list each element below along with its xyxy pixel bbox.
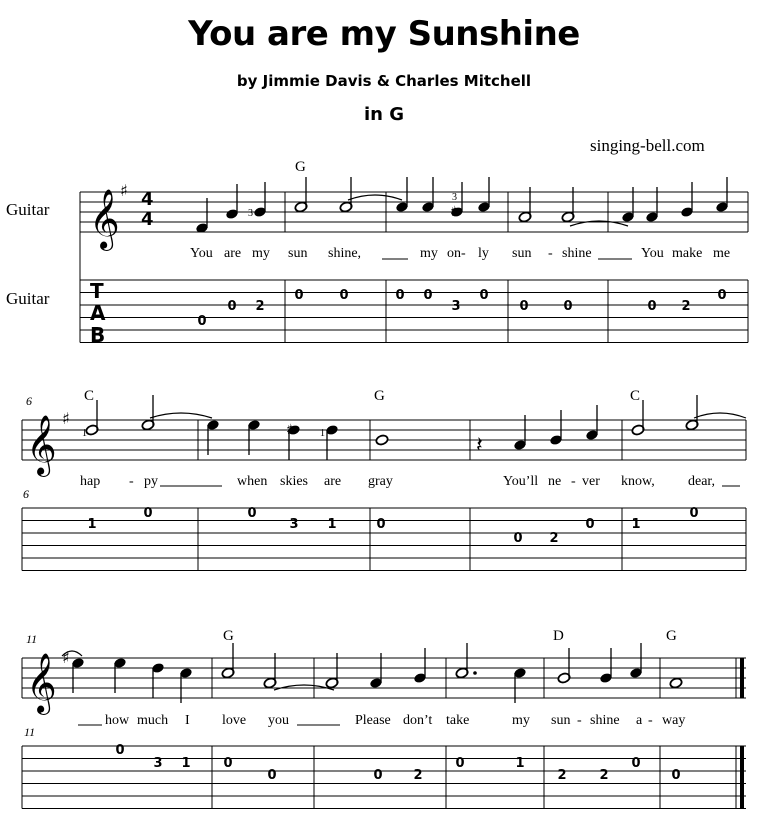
chord-symbol: G: [223, 628, 234, 644]
lyric-syllable: dear,: [688, 474, 716, 489]
tab-number: 1: [515, 756, 525, 771]
tab-number: 0: [339, 288, 349, 303]
lyric-syllable: much: [137, 713, 169, 728]
lyric-syllable: sun: [512, 246, 532, 261]
lyric-syllable: You: [641, 246, 664, 261]
lyric-syllable: -: [571, 474, 576, 489]
tab-number: 0: [647, 299, 657, 314]
tab-number: 0: [267, 768, 277, 783]
tie-slur: [694, 413, 746, 418]
lyric-syllable: me: [713, 246, 731, 261]
treble-clef-icon: 𝄞: [26, 653, 57, 713]
lyric-syllable: -: [548, 246, 553, 261]
tab-number: 1: [631, 517, 641, 532]
lyric-syllable: skies: [280, 474, 308, 489]
composer-byline: by Jimmie Davis & Charles Mitchell: [236, 72, 532, 90]
lyric-syllable: way: [662, 713, 686, 728]
tab-number: 0: [689, 506, 699, 521]
chord-symbol: C: [84, 388, 95, 404]
lyric-syllable: on-: [447, 246, 466, 261]
lyric-syllable: You’ll: [503, 474, 539, 489]
treble-clef-icon: 𝄞: [26, 415, 57, 475]
note-head: [669, 677, 683, 689]
sharp-icon: ♯: [120, 181, 128, 200]
chord-symbol: G: [374, 388, 385, 404]
tie-slur: [150, 413, 212, 418]
tab-number: 0: [227, 299, 237, 314]
tab-number: 0: [513, 531, 523, 546]
lyric-syllable: shine: [562, 246, 592, 261]
tab-number: 0: [455, 756, 465, 771]
measure-number: 6: [23, 487, 29, 501]
tab-number: 0: [197, 314, 207, 329]
tab-number: 0: [631, 756, 641, 771]
lyric-syllable: ver: [582, 474, 600, 489]
staff-lines: [22, 192, 748, 809]
sharp-icon: ♯: [62, 648, 70, 667]
tab-number: 2: [549, 531, 559, 546]
lyric-syllable: shine,: [328, 246, 362, 261]
lyric-syllable: gray: [368, 474, 393, 489]
quarter-rest-icon: 𝄽: [476, 433, 483, 458]
tab-number: 2: [557, 768, 567, 783]
time-signature-bottom: 4: [141, 209, 154, 230]
lyric-syllable: ly: [478, 246, 489, 261]
triplet-mark: 3: [452, 192, 457, 203]
lyric-syllable: -: [129, 474, 134, 489]
tab-number: 1: [181, 756, 191, 771]
measure-number: 6: [26, 394, 32, 408]
tab-number: 2: [255, 299, 265, 314]
sharp-icon: ♯: [62, 409, 70, 428]
lyric-syllable: ne: [548, 474, 562, 489]
tab-number: 0: [143, 506, 153, 521]
tab-number: 3: [451, 299, 461, 314]
tab-number: 2: [599, 768, 609, 783]
tab-number: 0: [223, 756, 233, 771]
time-signature-top: 4: [141, 189, 154, 210]
lyric-syllable: -: [577, 713, 582, 728]
chord-symbol: G: [295, 159, 306, 175]
fingering-mark: 3: [248, 208, 253, 219]
lyric-syllable: are: [324, 474, 342, 489]
tab-clef-t: T: [90, 279, 104, 303]
tab-number: 0: [563, 299, 573, 314]
tab-number: 3: [289, 517, 299, 532]
tab-number: 0: [115, 743, 125, 758]
tab-number: 1: [87, 517, 97, 532]
accidental-sharp-icon: ♯: [286, 422, 293, 438]
tab-number: 0: [376, 517, 386, 532]
chord-symbol: G: [666, 628, 677, 644]
note-head: [375, 434, 389, 446]
lyric-syllable: my: [252, 246, 270, 261]
tab-number: 0: [479, 288, 489, 303]
augmentation-dot: [473, 671, 477, 675]
lyric-syllable: are: [224, 246, 242, 261]
tab-clef-b: B: [90, 323, 106, 347]
staff-instrument-label: Guitar: [6, 200, 50, 219]
lyric-syllable: Please: [355, 713, 391, 728]
lyric-syllable: sun: [288, 246, 308, 261]
tab-number: 0: [671, 768, 681, 783]
lyric-syllable: take: [446, 713, 470, 728]
lyric-syllable: You: [190, 246, 213, 261]
site-watermark: singing-bell.com: [590, 136, 705, 155]
tab-number: 0: [423, 288, 433, 303]
song-title: You are my Sunshine: [188, 14, 580, 54]
lyric-syllable: make: [672, 246, 703, 261]
tab-instrument-label: Guitar: [6, 289, 50, 308]
lyric-syllable: a: [636, 713, 643, 728]
tab-number: 0: [247, 506, 257, 521]
lyric-syllable: when: [237, 474, 268, 489]
tab-number: 0: [373, 768, 383, 783]
chord-symbol: C: [630, 388, 641, 404]
measure-number: 11: [24, 725, 36, 739]
lyric-syllable: sun: [551, 713, 571, 728]
lyric-syllable: how: [105, 713, 130, 728]
key-signature-text: in G: [363, 104, 405, 125]
tab-number: 0: [717, 288, 727, 303]
treble-clef-icon: 𝄞: [89, 189, 120, 249]
lyric-syllable: -: [648, 713, 653, 728]
tab-clef-a: A: [90, 301, 106, 325]
tab-number: 0: [395, 288, 405, 303]
tab-number: 0: [294, 288, 304, 303]
lyric-syllable: my: [512, 713, 530, 728]
fingering-mark: 1: [320, 428, 325, 439]
measure-number: 11: [26, 632, 38, 646]
lyric-syllable: py: [144, 474, 158, 489]
lyric-syllable: I: [185, 713, 190, 728]
tie-slur: [348, 195, 402, 200]
lyric-syllable: know,: [621, 474, 655, 489]
chord-symbol: D: [553, 628, 564, 644]
lyric-syllable: you: [268, 713, 289, 728]
tab-number: 3: [153, 756, 163, 771]
tab-number: 1: [327, 517, 337, 532]
tab-number: 2: [681, 299, 691, 314]
tab-number: 2: [413, 768, 423, 783]
tab-number: 0: [585, 517, 595, 532]
barlines: [22, 192, 748, 809]
accidental-sharp-icon: ♯: [450, 204, 457, 220]
lyric-syllable: love: [222, 713, 247, 728]
lyric-syllable: my: [420, 246, 438, 261]
lyric-syllable: shine: [590, 713, 620, 728]
fingering-mark: 1: [82, 428, 87, 439]
tab-number: 0: [519, 299, 529, 314]
lyric-syllable: don’t: [403, 713, 433, 728]
lyric-syllable: hap: [80, 474, 101, 489]
